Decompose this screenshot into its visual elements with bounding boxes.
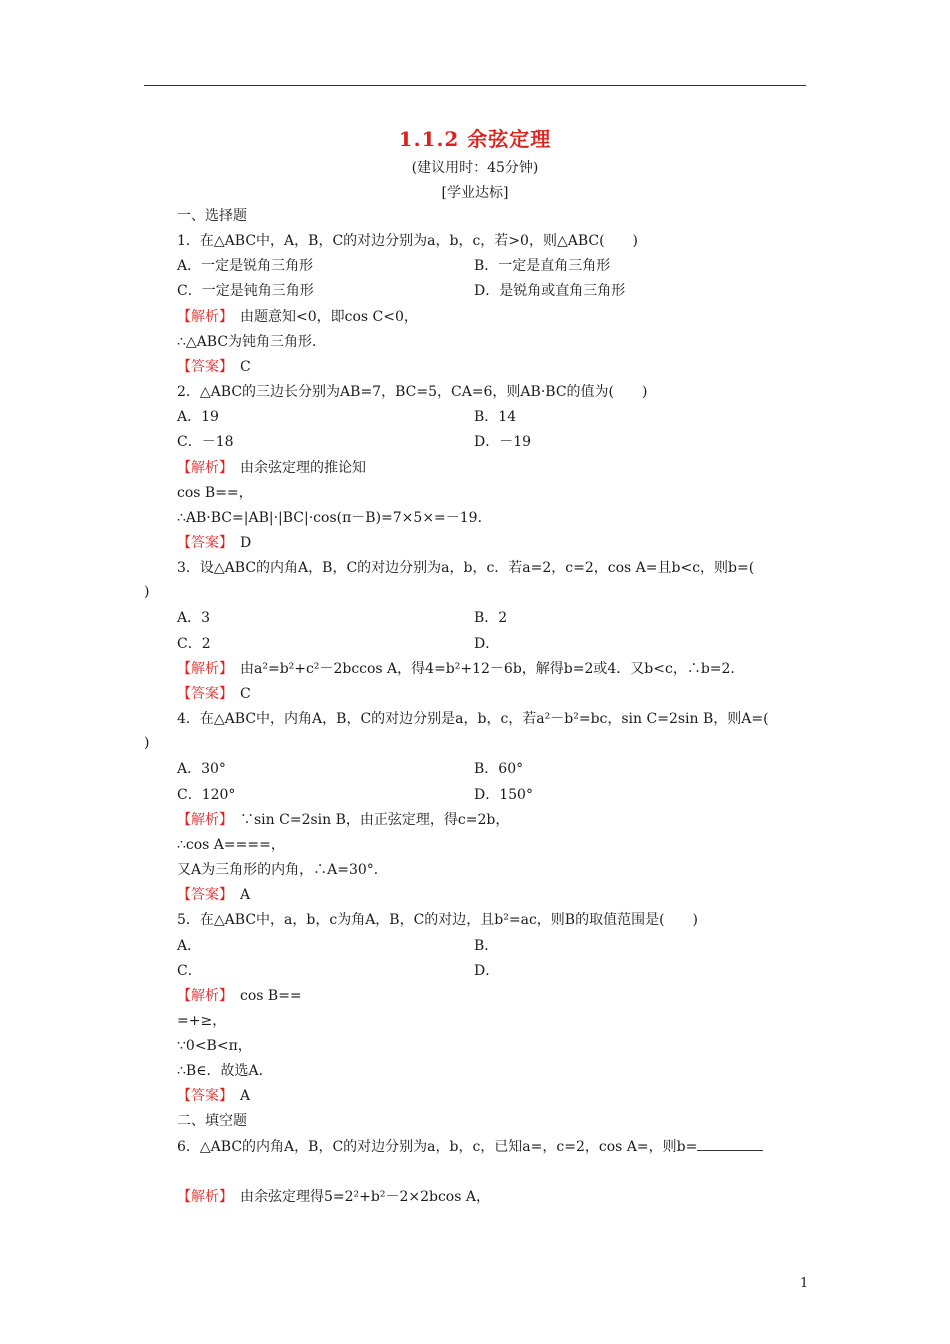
q1-analysis-text: 由题意知<0，即cos C<0，: [240, 309, 418, 325]
header-rule: [144, 85, 806, 86]
q1-answer: [177, 358, 251, 376]
q4-option-b: B．60°: [474, 761, 524, 777]
q5-stem: 5．在△ABC中，a，b，c为角A，B，C的对边，且b²=ac，则B的取值范围是( ): [177, 912, 699, 928]
q6-analysis: [177, 1188, 490, 1206]
q2-answer: [177, 534, 251, 552]
suggested-time: (建议用时：45分钟): [411, 160, 539, 176]
q6-answer-blank: [697, 1138, 763, 1151]
q5-option-d: D．: [474, 963, 500, 979]
q1-option-c: C．一定是钝角三角形: [177, 283, 314, 299]
q3-analysis: [177, 660, 744, 678]
part-heading-choice: 一、选择题: [177, 208, 247, 224]
q5-answer-value: A: [240, 1088, 251, 1104]
section-tag: [学业达标]: [441, 185, 509, 201]
q4-analysis: [177, 811, 509, 829]
q1-option-a: A．一定是锐角三角形: [177, 258, 314, 274]
q3-option-c: C．2: [177, 636, 211, 652]
q4-stem: 4．在△ABC中，内角A，B，C的对边分别是a，b，c，若a²－b²=bc，sin C=2sin B，则A=(: [177, 711, 769, 727]
q4-option-c: C．120°: [177, 787, 236, 803]
part-heading-fill: 二、填空题: [177, 1113, 247, 1129]
answer-label: 【答案】: [177, 535, 226, 551]
page-number: 1: [800, 1276, 809, 1291]
q3-answer: [177, 685, 251, 703]
q3-stem-close: ): [144, 584, 150, 600]
q6-stem: [177, 1138, 763, 1156]
q3-option-b: B．2: [474, 610, 508, 626]
q5-option-b: B．: [474, 938, 499, 954]
q3-option-d: D．: [474, 636, 500, 652]
q4-analysis-text: ∵sin C=2sin B，由正弦定理，得c=2b，: [240, 812, 510, 828]
q4-stem-close: ): [144, 735, 150, 751]
q4-option-d: D．150°: [474, 787, 533, 803]
q5-analysis-line2: =+≥，: [177, 1013, 227, 1029]
q4-option-a: A．30°: [177, 761, 226, 777]
q3-answer-value: C: [240, 686, 251, 702]
q2-option-a: A．19: [177, 409, 219, 425]
analysis-label: 【解析】: [177, 460, 226, 476]
q5-analysis-line3: ∵0<B<π，: [177, 1038, 252, 1054]
q1-stem: 1．在△ABC中，A，B，C的对边分别为a，b，c，若>0，则△ABC( ): [177, 233, 639, 249]
q2-analysis-line2: cos B==，: [177, 485, 253, 501]
q5-analysis-text: cos B==: [240, 988, 302, 1004]
q2-option-b: B．14: [474, 409, 517, 425]
q4-answer: [177, 886, 250, 904]
q1-option-d: D．是锐角或直角三角形: [474, 283, 626, 299]
analysis-label: 【解析】: [177, 812, 226, 828]
analysis-label: 【解析】: [177, 1189, 226, 1205]
q5-answer: [177, 1087, 250, 1105]
q2-analysis: [177, 459, 366, 477]
q2-option-d: D．－19: [474, 434, 532, 450]
q3-analysis-text: 由a²=b²+c²－2bccos A，得4=b²+12－6b，解得b=2或4．又b<c，∴b=2．: [240, 661, 745, 677]
q6-stem-text: 6．△ABC的内角A，B，C的对边分别为a，b，c，已知a=，c=2，cos A=，则b=: [177, 1139, 698, 1155]
q2-answer-value: D: [240, 535, 252, 551]
analysis-label: 【解析】: [177, 661, 226, 677]
q5-option-a: A．: [177, 938, 202, 954]
q4-analysis-line3: 又A为三角形的内角，∴A=30°．: [177, 862, 388, 878]
q3-option-a: A．3: [177, 610, 211, 626]
answer-label: 【答案】: [177, 359, 226, 375]
q1-option-b: B．一定是直角三角形: [474, 258, 611, 274]
answer-label: 【答案】: [177, 1088, 226, 1104]
q1-answer-value: C: [240, 359, 251, 375]
q5-analysis-line4: ∴B∈．故选A．: [177, 1063, 273, 1079]
page-title: 1.1.2 余弦定理: [398, 127, 552, 151]
q5-analysis: [177, 987, 302, 1005]
analysis-label: 【解析】: [177, 309, 226, 325]
q3-stem: 3．设△ABC的内角A，B，C的对边分别为a，b，c．若a=2，c=2，cos A=且b<c，则b=(: [177, 560, 755, 576]
q1-analysis: [177, 308, 418, 326]
answer-label: 【答案】: [177, 686, 226, 702]
q1-analysis-line2: ∴△ABC为钝角三角形．: [177, 334, 327, 350]
analysis-label: 【解析】: [177, 988, 226, 1004]
q2-option-c: C．－18: [177, 434, 234, 450]
answer-label: 【答案】: [177, 887, 226, 903]
q2-stem: 2．△ABC的三边长分别为AB=7，BC=5，CA=6，则AB·BC的值为( ): [177, 384, 648, 400]
q5-option-c: C．: [177, 963, 202, 979]
q4-answer-value: A: [240, 887, 251, 903]
q4-analysis-line2: ∴cos A====，: [177, 837, 285, 853]
q2-analysis-text: 由余弦定理的推论知: [240, 460, 366, 476]
q6-analysis-text: 由余弦定理得5=2²+b²－2×2bcos A，: [240, 1189, 490, 1205]
q2-analysis-line3: ∴AB·BC=|AB|·|BC|·cos(π－B)=7×5×=－19．: [177, 510, 492, 526]
